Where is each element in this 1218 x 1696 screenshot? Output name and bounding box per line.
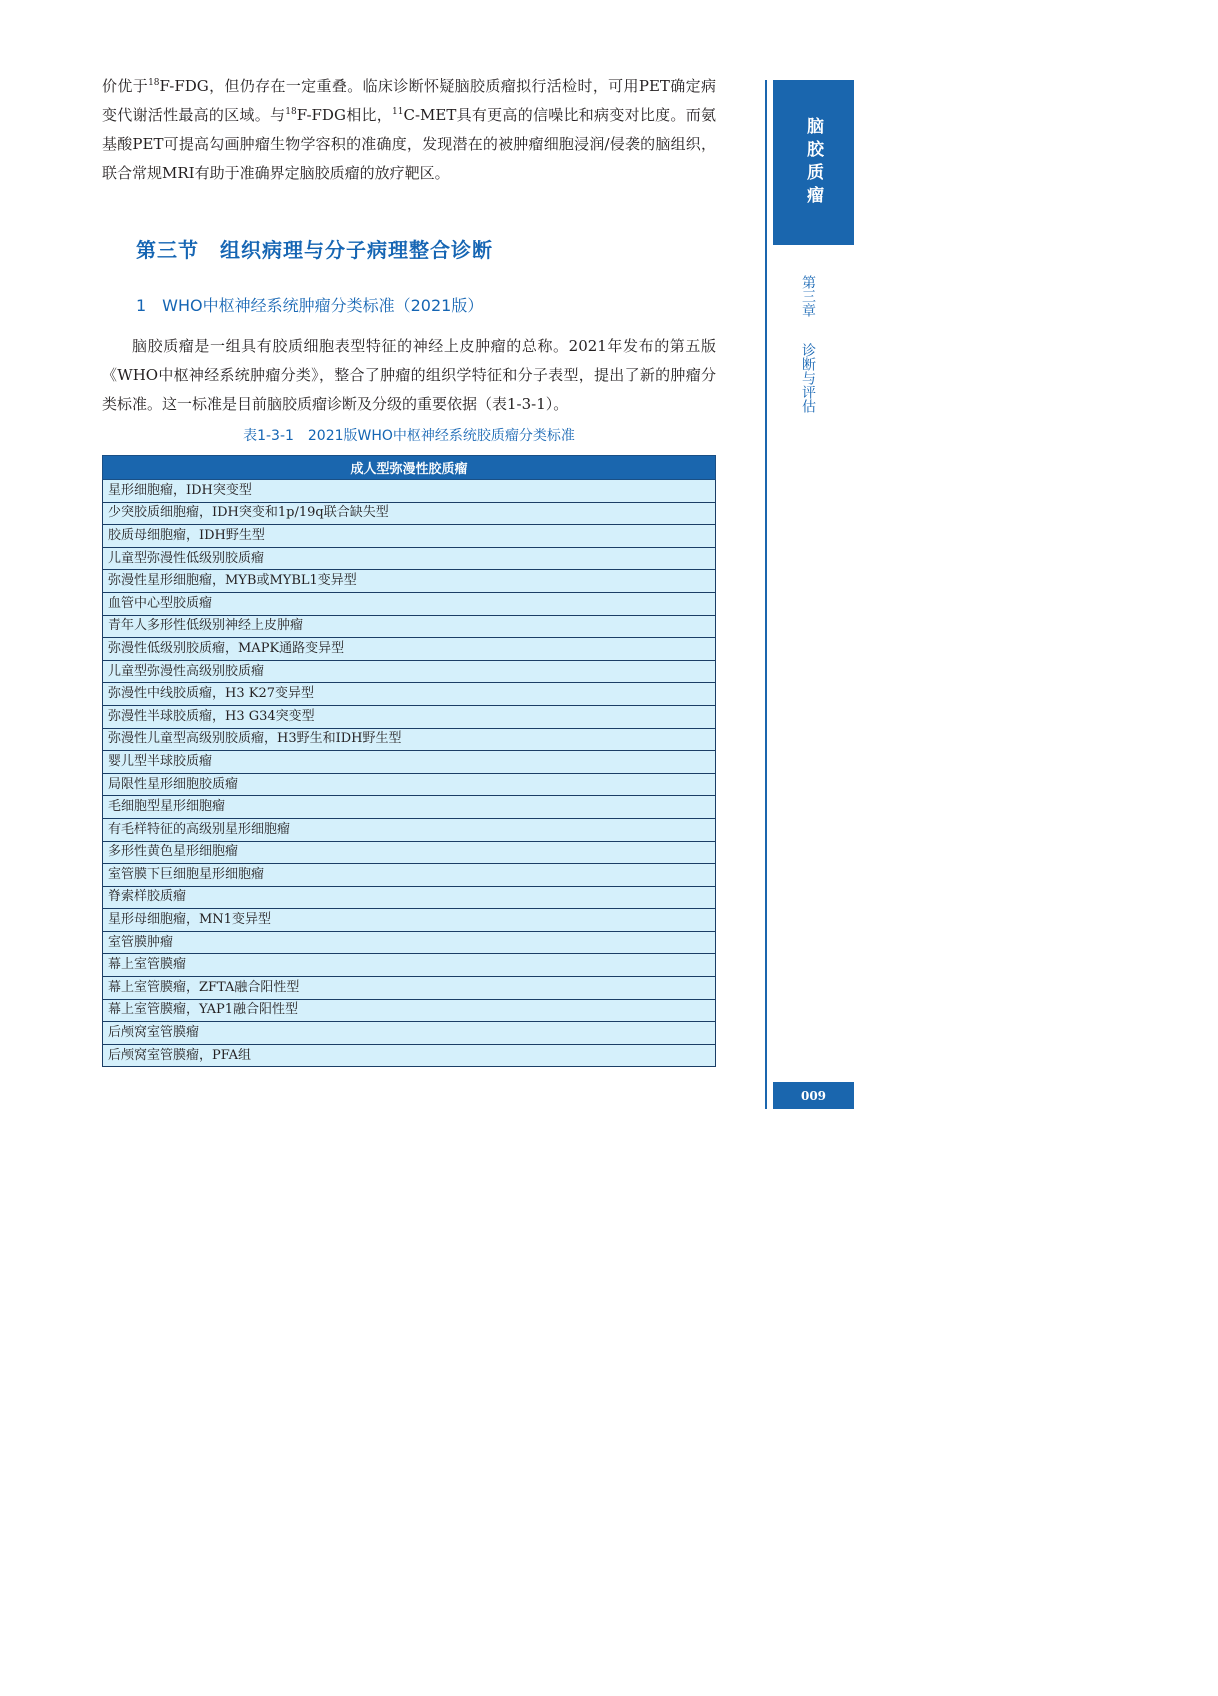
intro-paragraph: 价优于$^{18}$F-FDG，但仍存在一定重叠。临床诊断怀疑脑胶质瘤拟行活检时，可用PET确定病变代谢活性最高的区域。与$^{18}$F-FDG相比，$^{11}$C-MET具有更高的信噪比和病变对比度。而氨基酸PET可提高勾画肿瘤生物学容积的准确度，发现潜在的被肿瘤细胞浸润/侵袭的脑组织，联合常规MRI有助于准确界定脑胶质瘤的放疗靶区。 <box>102 77 716 182</box>
table-row <box>103 705 716 728</box>
classification-table <box>102 455 716 1067</box>
table-cell: 胶质母细胞瘤，IDH野生型 <box>103 525 716 548</box>
table-row <box>103 1044 716 1067</box>
table-row <box>103 683 716 706</box>
table-cell: 幕上室管膜瘤，YAP1融合阳性型 <box>103 999 716 1022</box>
table-row <box>103 954 716 977</box>
subsection-title: 1 WHO中枢神经系统肿瘤分类标准（2021版） <box>136 296 484 315</box>
table-cell: 少突胶质细胞瘤，IDH突变和1p/19q联合缺失型 <box>103 502 716 525</box>
table-row <box>103 615 716 638</box>
table-cell: 多形性黄色星形细胞瘤 <box>103 841 716 864</box>
table-body <box>103 480 716 1067</box>
table-row <box>103 570 716 593</box>
table-cell: 弥漫性低级别胶质瘤，MAPK通路变异型 <box>103 638 716 661</box>
table-row <box>103 909 716 932</box>
table-cell: 星形母细胞瘤，MN1变异型 <box>103 909 716 932</box>
table-cell: 儿童型弥漫性高级别胶质瘤 <box>103 660 716 683</box>
table-cell: 弥漫性星形细胞瘤，MYB或MYBL1变异型 <box>103 570 716 593</box>
table-cell: 室管膜下巨细胞星形细胞瘤 <box>103 864 716 887</box>
table-row <box>103 525 716 548</box>
table-cell: 幕上室管膜瘤 <box>103 954 716 977</box>
page-number: 009 <box>773 1082 854 1109</box>
table-row <box>103 864 716 887</box>
table-row <box>103 886 716 909</box>
table-row <box>103 728 716 751</box>
section-title: 第三节 组织病理与分子病理整合诊断 <box>136 238 493 262</box>
table-cell: 有毛样特征的高级别星形细胞瘤 <box>103 818 716 841</box>
table-row <box>103 818 716 841</box>
table-cell: 幕上室管膜瘤，ZFTA融合阳性型 <box>103 977 716 1000</box>
chapter-tab <box>773 80 854 245</box>
main-content <box>102 72 716 1067</box>
table-row <box>103 751 716 774</box>
table-row <box>103 999 716 1022</box>
chapter-title: 诊断与评估 <box>800 343 816 413</box>
table-cell: 后颅窝室管膜瘤 <box>103 1022 716 1045</box>
table-cell: 青年人多形性低级别神经上皮肿瘤 <box>103 615 716 638</box>
table-row <box>103 592 716 615</box>
table-cell: 弥漫性半球胶质瘤，H3 G34突变型 <box>103 705 716 728</box>
table-cell: 室管膜肿瘤 <box>103 931 716 954</box>
table-row <box>103 841 716 864</box>
table-cell: 脊索样胶质瘤 <box>103 886 716 909</box>
table-row <box>103 480 716 503</box>
table-row <box>103 773 716 796</box>
table-cell: 局限性星形细胞胶质瘤 <box>103 773 716 796</box>
table-row <box>103 502 716 525</box>
table-row <box>103 660 716 683</box>
table-cell: 婴儿型半球胶质瘤 <box>103 751 716 774</box>
table-row <box>103 1022 716 1045</box>
table-cell: 毛细胞型星形细胞瘤 <box>103 796 716 819</box>
table-row <box>103 638 716 661</box>
chapter-number: 第三章 <box>800 275 816 317</box>
table-row <box>103 977 716 1000</box>
table-row <box>103 931 716 954</box>
chapter-side-label <box>797 275 819 417</box>
table-row <box>103 547 716 570</box>
table-header: 成人型弥漫性胶质瘤 <box>103 456 716 480</box>
table-row <box>103 796 716 819</box>
body-paragraph: 脑胶质瘤是一组具有胶质细胞表型特征的神经上皮肿瘤的总称。2021年发布的第五版《WHO中枢神经系统肿瘤分类》，整合了肿瘤的组织学特征和分子表型，提出了新的肿瘤分类标准。这一标准是目前脑胶质瘤诊断及分级的重要依据（表1-3-1）。 <box>102 337 716 413</box>
table-cell: 弥漫性中线胶质瘤，H3 K27变异型 <box>103 683 716 706</box>
table-cell: 星形细胞瘤，IDH突变型 <box>103 480 716 503</box>
table-cell: 弥漫性儿童型高级别胶质瘤，H3野生和IDH野生型 <box>103 728 716 751</box>
table-cell: 儿童型弥漫性低级别胶质瘤 <box>103 547 716 570</box>
table-cell: 后颅窝室管膜瘤，PFA组 <box>103 1044 716 1067</box>
table-cell: 血管中心型胶质瘤 <box>103 592 716 615</box>
chapter-tab-label: 脑胶质瘤 <box>803 116 823 209</box>
side-divider <box>765 80 767 1109</box>
table-caption: 表1-3-1 2021版WHO中枢神经系统胶质瘤分类标准 <box>243 428 575 444</box>
